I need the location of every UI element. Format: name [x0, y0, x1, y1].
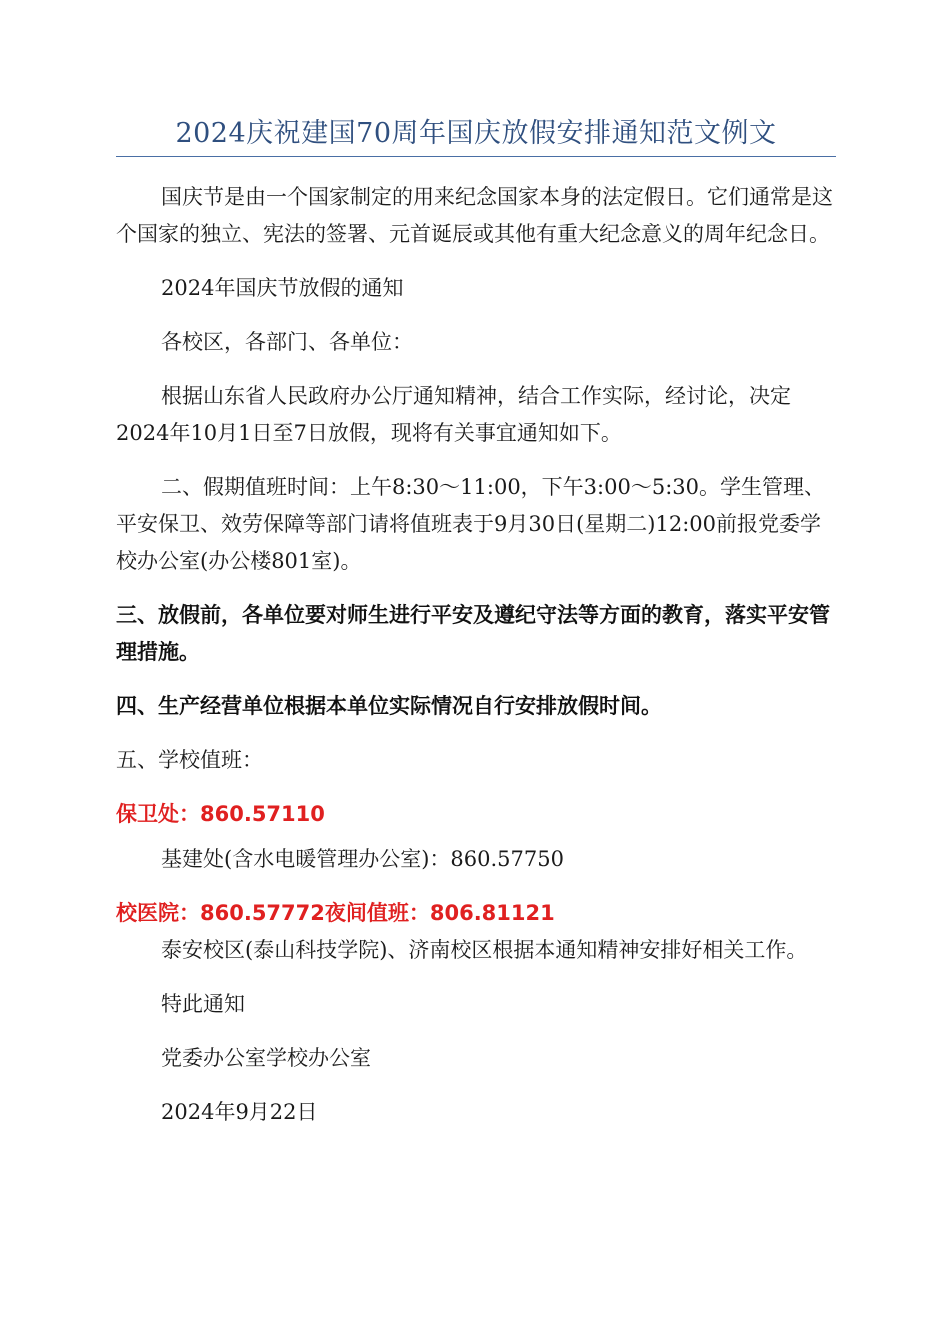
document-date: 2024年9月22日: [161, 1100, 318, 1124]
item-duty-hours: 二、假期值班时间：上午8:30～11:00，下午3:00～5:30。学生管理、平安保卫、效劳保障等部门请将值班表于9月30日(星期二)12:00前报党委学校办公室(办公楼801室)。: [116, 475, 825, 573]
document-title: 2024庆祝建国70周年国庆放假安排通知范文例文: [116, 112, 836, 157]
signature: 党委办公室学校办公室: [161, 1046, 371, 1070]
item-safety-education: 三、放假前，各单位要对师生进行平安及遵纪守法等方面的教育，落实平安管理措施。: [116, 603, 830, 664]
duty-construction-office: 基建处(含水电暖管理办公室)：860.57750: [161, 847, 564, 871]
item-school-duty: 五、学校值班：: [116, 748, 263, 772]
salutation: 各校区，各部门、各单位：: [161, 330, 413, 354]
closing-line: 特此通知: [161, 992, 245, 1016]
duty-hospital: 校医院：860.57772夜间值班：806.81121: [116, 901, 555, 925]
item-business-units: 四、生产经营单位根据本单位实际情况自行安排放假时间。: [116, 694, 662, 718]
intro-paragraph: 国庆节是由一个国家制定的用来纪念国家本身的法定假日。它们通常是这个国家的独立、宪法的签署、元首诞辰或其他有重大纪念意义的周年纪念日。: [116, 185, 833, 246]
notice-heading: 2024年国庆节放假的通知: [161, 276, 404, 300]
body-paragraph: 根据山东省人民政府办公厅通知精神，结合工作实际，经讨论，决定2024年10月1日至7日放假，现将有关事宜通知如下。: [116, 384, 791, 445]
duty-security-office: 保卫处：860.57110: [116, 802, 325, 826]
campus-note: 泰安校区(泰山科技学院)、济南校区根据本通知精神安排好相关工作。: [161, 938, 808, 962]
document-page: [116, 112, 836, 1131]
